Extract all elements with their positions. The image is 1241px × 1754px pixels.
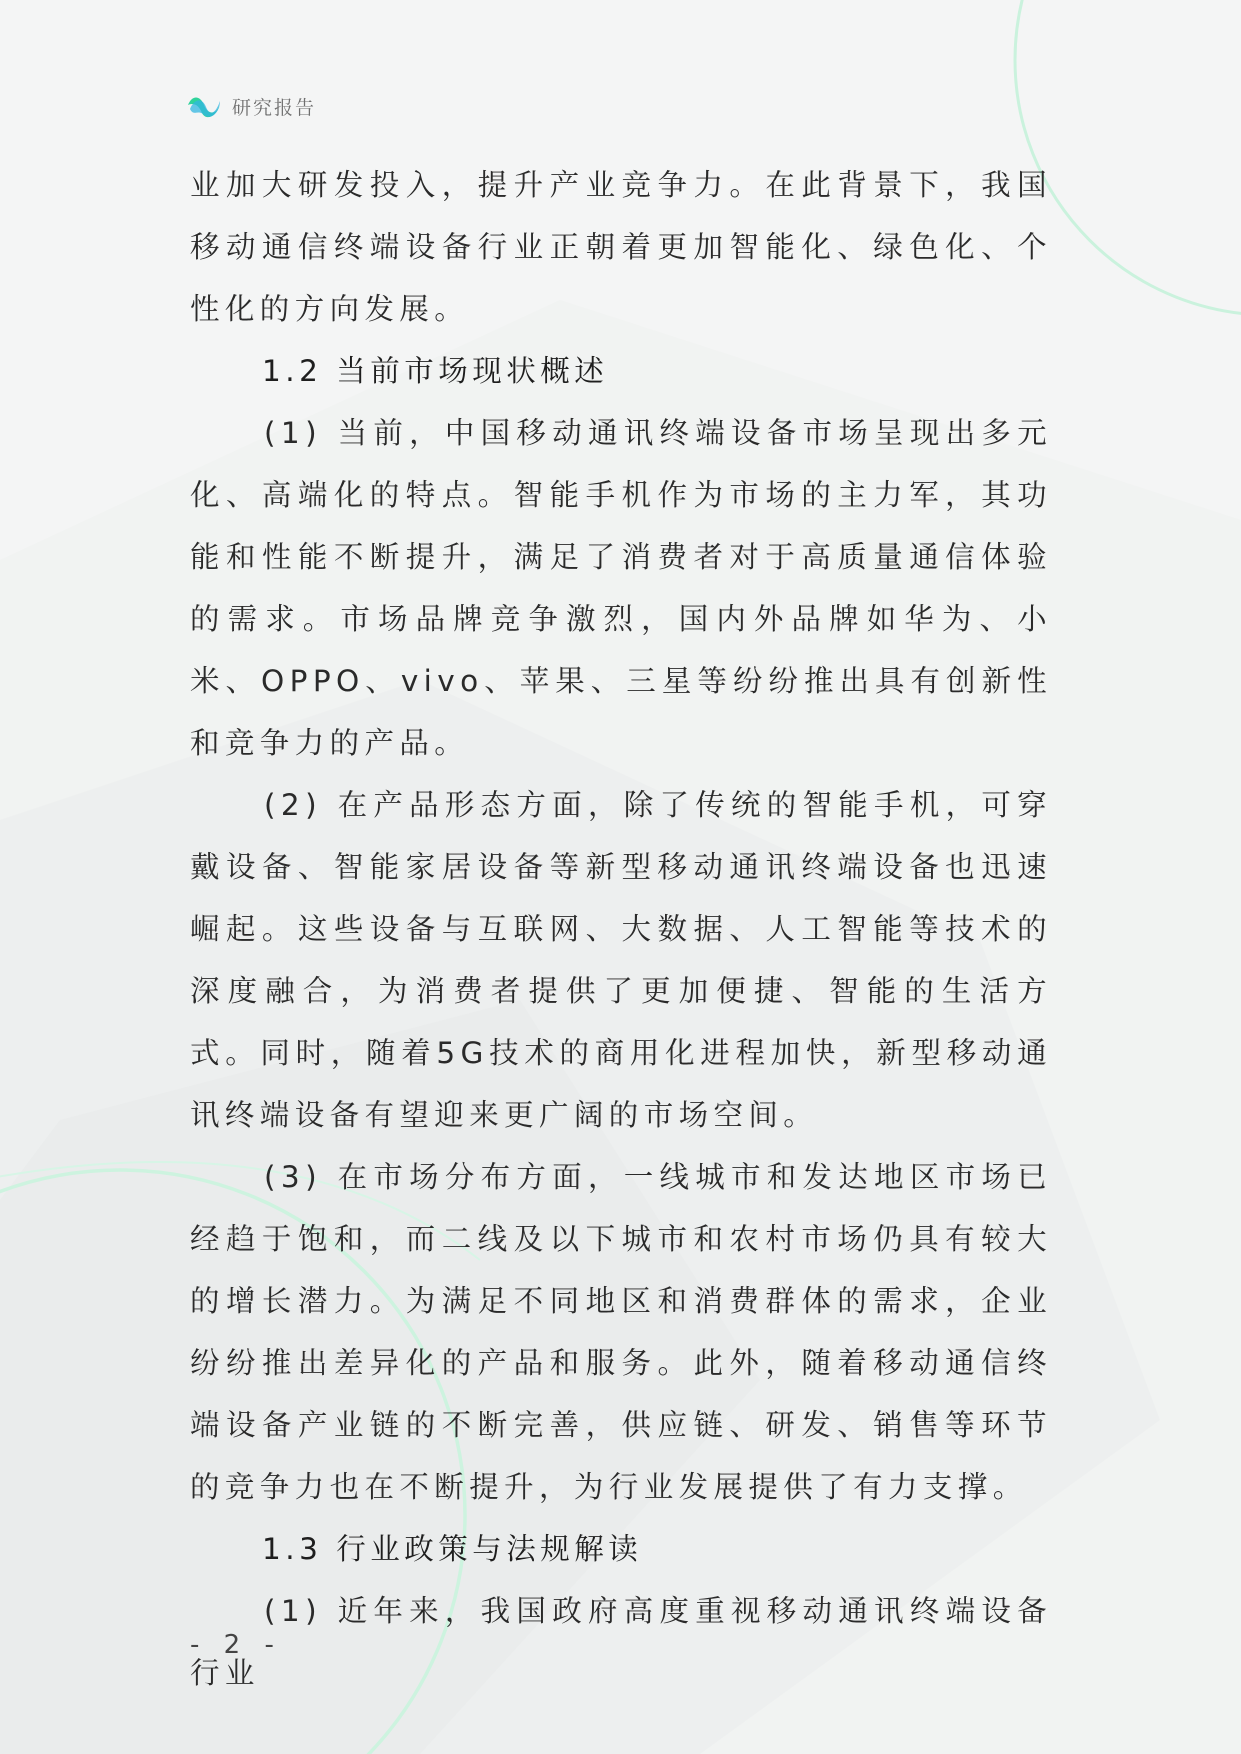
paragraph-policy-1: (1) 近年来，我国政府高度重视移动通讯终端设备行业	[190, 1594, 1052, 1690]
paragraph-market-1: (1) 当前，中国移动通讯终端设备市场呈现出多元化、高端化的特点。智能手机作为市场的主力军，其功能和性能不断提升，满足了消费者对于高质量通信体验的需求。市场品牌竞争激烈，国内外品牌如华为、小米、OPPO、vivo、苹果、三星等纷纷推出具有创新性和竞争力的产品。	[190, 416, 1052, 760]
body-content	[190, 154, 1052, 1704]
section-heading-1-3: 1.3 行业政策与法规解读	[262, 1532, 643, 1566]
brand-logo-icon	[186, 91, 222, 121]
paragraph-market-2: (2) 在产品形态方面，除了传统的智能手机，可穿戴设备、智能家居设备等新型移动通讯终端设备也迅速崛起。这些设备与互联网、大数据、人工智能等技术的深度融合，为消费者提供了更加便捷、智能的生活方式。同时，随着5G技术的商用化进程加快，新型移动通讯终端设备有望迎来更广阔的市场空间。	[190, 788, 1052, 1132]
paragraph-intro-continued: 业加大研发投入，提升产业竞争力。在此背景下，我国移动通信终端设备行业正朝着更加智能化、绿色化、个性化的方向发展。	[190, 168, 1052, 326]
header-title: 研究报告	[232, 96, 317, 119]
paragraph-market-3: (3) 在市场分布方面，一线城市和发达地区市场已经趋于饱和，而二线及以下城市和农村市场仍具有较大的增长潜力。为满足不同地区和消费群体的需求，企业纷纷推出差异化的产品和服务。此外，随着移动通信终端设备产业链的不断完善，供应链、研发、销售等环节的竞争力也在不断提升，为行业发展提供了有力支撑。	[190, 1160, 1052, 1504]
section-heading-1-2: 1.2 当前市场现状概述	[262, 354, 609, 388]
page-number: - 2 -	[190, 1630, 282, 1660]
report-header	[186, 88, 316, 124]
